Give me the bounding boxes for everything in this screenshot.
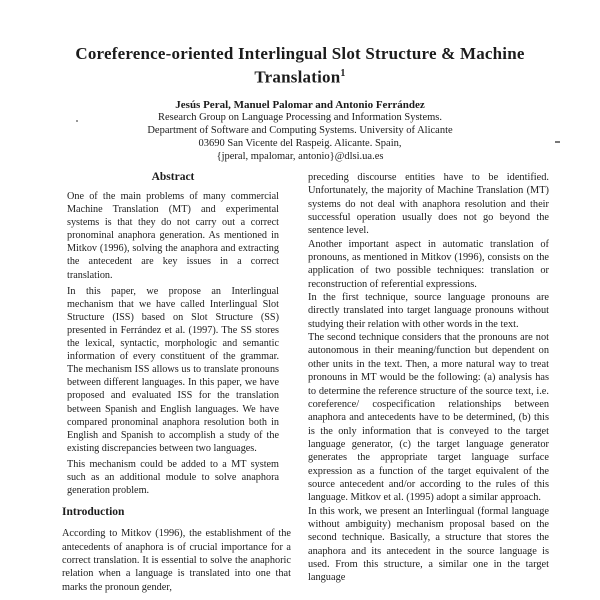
scan-speck [76, 120, 78, 122]
paper-title-line1: Coreference-oriented Interlingual Slot Structure & Machine [75, 44, 525, 63]
paper-title [0, 44, 600, 88]
affiliation-line-2: Department of Software and Computing Systems. University of Alicante [147, 124, 453, 136]
paper-title-line2: Translation [254, 67, 341, 87]
abstract-section [62, 171, 291, 497]
title-footnote-marker: 1 [340, 68, 346, 79]
paper-header [0, 44, 600, 163]
two-column-body [62, 171, 549, 600]
scan-speck [555, 141, 560, 143]
right-paragraph-4: The second technique considers that the pronouns are not autonomous in their meaning/function but dependent on other units in the text. Then, a more natural way to treat pronouns in MT would be the following: (a) analysis has to determine the reference structure of the source text, i.e. coreference/ cospecification relationships between anaphora and antecedents have to be determined, (b) this is the only information that is conveyed to the target language generator, (c) the target language generator generates the appropriate target language surface expression as a function of the target equivalent of the source antecedent and/or according to the rules of this language. Mitkov et al. (1995) adopt a similar approach. [308, 332, 549, 504]
affiliation-line-1: Research Group on Language Processing and Information Systems. [157, 111, 443, 123]
introduction-heading: Introduction [62, 506, 125, 519]
right-column [308, 171, 549, 600]
right-paragraph-3: In the first technique, source language pronouns are directly translated into target language pronouns without studying their relation with other words in the text. [308, 292, 549, 330]
email-line: {jperal, mpalomar, antonio}@dlsi.ua.es [216, 150, 384, 162]
authors-line: Jesús Peral, Manuel Palomar and Antonio Ferrández [175, 98, 425, 111]
affiliation-line-3: 03690 San Vicente del Raspeig. Alicante. Spain, [198, 137, 402, 149]
right-paragraph-1: preceding discourse entities have to be identified. Unfortunately, the majority of Machine Translation (MT) systems do not deal with anaphora resolution and their successful operation usually does not go beyond the sentence level. [308, 172, 549, 237]
abstract-paragraph-3: This mechanism could be added to a MT system such as an additional module to solve anaphora generation problem. [67, 458, 279, 497]
right-paragraph-5: In this work, we present an Interlingual (formal language without ambiguity) mechanism proposal based on the second technique. Basically, a structure that stores the anaphora and its antecedent in the source language is used. From this structure, a similar one in the target language [308, 505, 549, 584]
introduction-paragraph-1: According to Mitkov (1996), the establishment of the antecedents of anaphora is of crucial importance for a correct translation. It is essential to solve the anaphoric relation when a language is translated into one that marks the pronoun gender, [62, 528, 291, 593]
right-paragraph-2: Another important aspect in automatic translation of pronouns, as mentioned in Mitkov (1996), consists on the application of two possible techniques: translation or reconstruction of referential expressions. [308, 238, 549, 290]
abstract-heading: Abstract [151, 171, 195, 183]
abstract-paragraph-1: One of the main problems of many commercial Machine Translation (MT) and experimental systems is that they do not carry out a correct pronominal anaphora generation. As mentioned in Mitkov (1996), solving the anaphora and extracting the antecedent are key issues in a correct translation. [67, 191, 279, 281]
abstract-paragraph-2: In this paper, we propose an Interlingual mechanism that we have called Interlingual Slot Structure (ISS) based on Slot Structure (SS) presented in Ferrández et al. (1997). The SS stores the lexical, syntactic, morphologic and semantic information of every constituent of the grammar. The mechanism ISS allows us to translate pronouns between different languages. In this paper, we have proposed and evaluated ISS for the translation between Spanish and English languages. We have compared pronominal anaphora resolution both in English and Spanish to accomplish a study of the existing discrepancies between two languages. [67, 285, 279, 454]
left-column [62, 171, 291, 600]
